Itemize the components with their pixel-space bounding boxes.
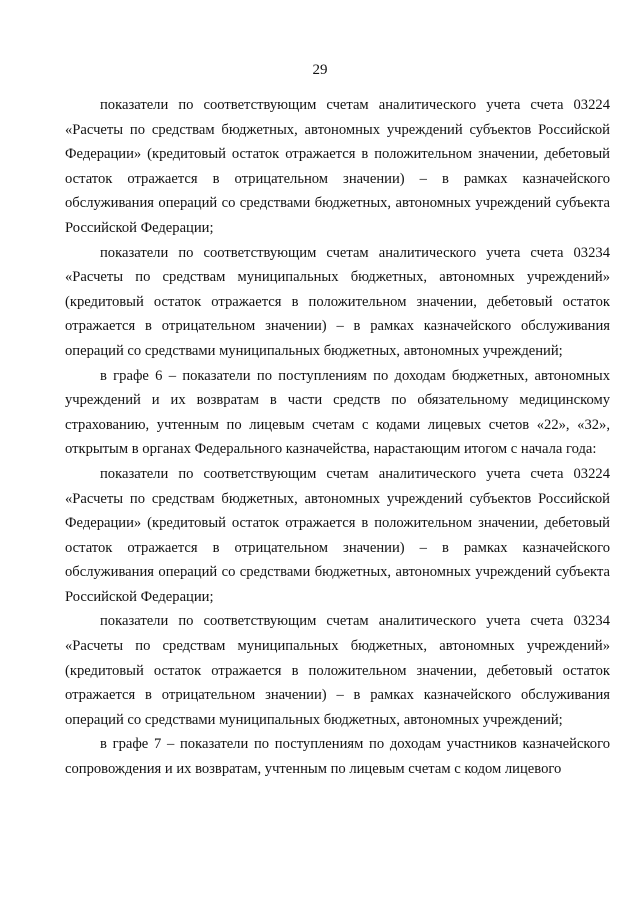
page-number: 29 — [312, 62, 328, 78]
paragraph-column-6: в графе 6 – показатели по поступлениям по доходам бюджетных, автономных учреждений и их возвратам в части средств по обязательному медицинскому страхованию, учтенным по лицевым счетам с кодами лицевых счетов «22», «32», открытым в органах Федерального казначейства, нарастающим итогом с начала года: — [65, 367, 610, 458]
paragraph-account-03234-repeat: показатели по соответствующим счетам аналитического учета счета 03234 «Расчеты по средствам муниципальных бюджетных, автономных учреждений» (кредитовый остаток отражается в положительном значении, дебетовый остаток отражается в отрицательном значении) – в рамках казначейского обслуживания операций со средствами муниципальных бюджетных, автономных учреждений; — [65, 613, 610, 728]
paragraph-column-7: в графе 7 – показатели по поступлениям по доходам участников казначейского сопровождения и их возвратам, учтенным по лицевым счетам с кодом лицевого — [65, 736, 610, 778]
document-body — [65, 93, 610, 782]
paragraph-account-03224: показатели по соответствующим счетам аналитического учета счета 03224 «Расчеты по средствам бюджетных, автономных учреждений субъектов Российской Федерации» (кредитовый остаток отражается в положительном значении, дебетовый остаток отражается в отрицательном значении) – в рамках казначейского обслуживания операций со средствами бюджетных, автономных учреждений субъекта Российской Федерации; — [65, 97, 610, 236]
paragraph-account-03234: показатели по соответствующим счетам аналитического учета счета 03234 «Расчеты по средствам муниципальных бюджетных, автономных учреждений» (кредитовый остаток отражается в положительном значении, дебетовый остаток отражается в отрицательном значении) – в рамках казначейского обслуживания операций со средствами муниципальных бюджетных, автономных учреждений; — [65, 244, 610, 359]
paragraph-account-03224-repeat: показатели по соответствующим счетам аналитического учета счета 03224 «Расчеты по средствам бюджетных, автономных учреждений субъектов Российской Федерации» (кредитовый остаток отражается в положительном значении, дебетовый остаток отражается в отрицательном значении) – в рамках казначейского обслуживания операций со средствами бюджетных, автономных учреждений субъекта Российской Федерации; — [65, 465, 610, 605]
